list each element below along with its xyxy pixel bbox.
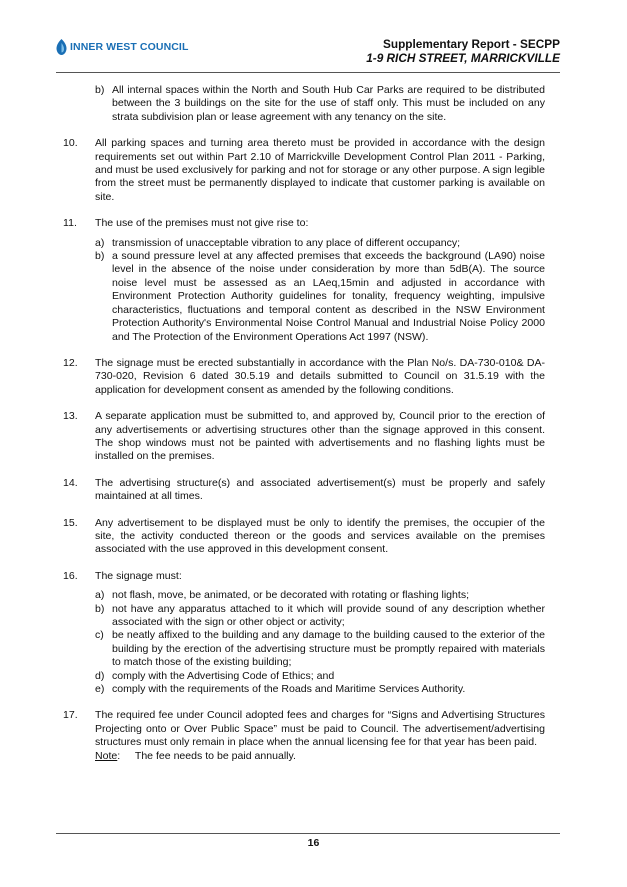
header-divider bbox=[56, 72, 560, 73]
condition-16 bbox=[63, 570, 545, 583]
sub-label: a) bbox=[95, 236, 105, 249]
condition-text: The signage must: bbox=[95, 569, 182, 582]
condition-text: The signage must be erected substantially in accordance with the Plan No/s. DA-730-010& DA-730-020, Revision 6 dated 30.5.19 and details submitted to Council on 31.5.19 with the application for development consent as amended by the following conditions. bbox=[95, 356, 545, 396]
condition-number: 16. bbox=[63, 569, 78, 582]
condition-15 bbox=[63, 517, 545, 557]
condition-text: The use of the premises must not give rise to: bbox=[95, 217, 309, 230]
condition-number: 17. bbox=[63, 709, 78, 722]
sub-label: b) bbox=[95, 602, 105, 615]
report-title-block bbox=[366, 37, 560, 65]
sub-text: transmission of unacceptable vibration to any place of different occupancy; bbox=[112, 236, 461, 249]
council-logo bbox=[56, 39, 188, 55]
condition-16-sub-c bbox=[95, 629, 545, 669]
condition-16-sub-e bbox=[95, 683, 545, 696]
sub-text: be neatly affixed to the building and any damage to the building caused to the exterior of the building by the erection of the advertising structure must be promptly repaired with materials to match those of the existing building; bbox=[112, 629, 545, 669]
condition-text: Any advertisement to be displayed must be only to identify the premises, the occupier of the site, the activity conducted thereon or the goods and services available on the premises associated with the use approved in this development consent. bbox=[95, 516, 545, 556]
report-address: 1-9 RICH STREET, MARRICKVILLE bbox=[366, 51, 560, 65]
sub-label: b) bbox=[95, 84, 105, 96]
condition-16-sub-d bbox=[95, 670, 545, 683]
sub-label: b) bbox=[95, 250, 105, 263]
condition-11-sub-a bbox=[95, 237, 545, 250]
condition-12 bbox=[63, 357, 545, 397]
council-logo-icon bbox=[56, 39, 67, 55]
condition-13 bbox=[63, 410, 545, 464]
condition-number: 10. bbox=[63, 137, 78, 150]
sub-text: a sound pressure level at any affected premises that exceeds the background (LA90) noise level in the absence of the noise under consideration by more than 5dB(A). The source noise level must be assessed as an LAeq,15min and adjusted in accordance with Environment Protection Authority guidelines for tonality, frequency weighting, impulsive characteristics, fluctuations and temporal content as described in the NSW Environment Protection Authority's Environmental Noise Control Manual and Industrial Noise Policy 2000 and The Protection of the Environment Operations Act 1997 (NSW). bbox=[112, 250, 545, 343]
sub-label: d) bbox=[95, 669, 105, 682]
page-header bbox=[56, 37, 560, 69]
note-label: Note bbox=[95, 749, 118, 762]
condition-number: 14. bbox=[63, 476, 78, 489]
sub-text: not flash, move, be animated, or be decorated with rotating or flashing lights; bbox=[112, 589, 470, 602]
sub-label: c) bbox=[95, 629, 104, 642]
condition-17 bbox=[63, 709, 545, 749]
condition-11 bbox=[63, 217, 545, 230]
condition-17-note: Note: The fee needs to be paid annually. bbox=[95, 749, 296, 762]
council-logo-text: INNER WEST COUNCIL bbox=[70, 41, 189, 53]
sub-text: not have any apparatus attached to it which will provide sound of any description whether associated with the sign or other object or activity; bbox=[112, 602, 545, 628]
condition-16-sub-a bbox=[95, 589, 545, 602]
sub-label: e) bbox=[95, 683, 105, 696]
condition-9-sub-b bbox=[95, 84, 545, 124]
condition-number: 13. bbox=[63, 410, 78, 423]
condition-number: 15. bbox=[63, 516, 78, 529]
condition-text: All parking spaces and turning area thereto must be provided in accordance with the design requirements set out within Part 2.10 of Marrickville Development Control Plan 2011 - Parking, and must be used exclusively for parking and not for storage or any other purpose. A sign legible from the street must be permanently displayed to indicate that customer parking is available on site. bbox=[95, 137, 545, 203]
page-number: 16 bbox=[307, 837, 320, 849]
condition-number: 12. bbox=[63, 356, 78, 369]
condition-text: A separate application must be submitted to, and approved by, Council prior to the erection of any advertisements or advertising structures other than the signage approved in this consent. The shop windows must not be painted with advertisements and no flashing lights must be installed on the premises. bbox=[95, 410, 545, 463]
condition-text: The required fee under Council adopted fees and charges for “Signs and Advertising Structures Projecting onto or Over Public Space” must be paid to Council. The advertisement/advertising structures must only remain in place when the annual licensing fee for that year has been paid. bbox=[95, 709, 545, 749]
sub-text: All internal spaces within the North and South Hub Car Parks are required to be distributed between the 3 buildings on the site for the use of staff only. This must be included on any strata subdivision plan or lease agreement with any tenancy on the site. bbox=[112, 84, 545, 123]
condition-16-sub-b bbox=[95, 603, 545, 630]
note-text: The fee needs to be paid annually. bbox=[134, 749, 296, 762]
footer-divider bbox=[56, 833, 560, 834]
sub-text: comply with the requirements of the Roads and Maritime Services Authority. bbox=[112, 683, 466, 696]
condition-11-sub-b bbox=[95, 250, 545, 344]
sub-label: a) bbox=[95, 589, 105, 602]
condition-10 bbox=[63, 137, 545, 204]
conditions-body bbox=[63, 84, 545, 763]
condition-14 bbox=[63, 477, 545, 504]
condition-number: 11. bbox=[63, 217, 77, 230]
sub-text: comply with the Advertising Code of Ethics; and bbox=[112, 669, 335, 682]
condition-text: The advertising structure(s) and associated advertisement(s) must be properly and safely maintained at all times. bbox=[95, 476, 545, 503]
report-title: Supplementary Report - SECPP bbox=[383, 37, 560, 51]
